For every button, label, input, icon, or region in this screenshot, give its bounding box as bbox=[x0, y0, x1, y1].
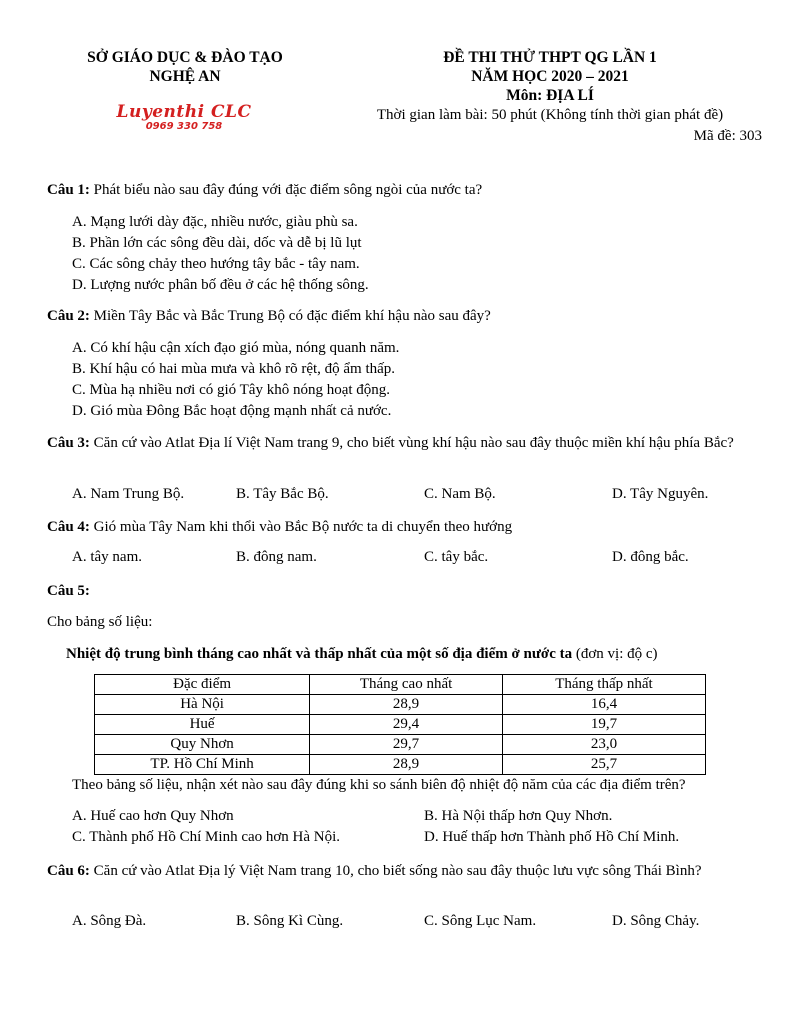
option-b[interactable]: B. Khí hậu có hai mùa mưa và khô rõ rệt, độ ẩm thấp. bbox=[72, 361, 396, 377]
table-row bbox=[95, 695, 706, 715]
table-row bbox=[95, 735, 706, 755]
option-a[interactable]: A. Nam Trung Bộ. bbox=[72, 486, 185, 502]
option-a[interactable]: A. Có khí hậu cận xích đạo gió mùa, nóng quanh năm. bbox=[72, 340, 400, 356]
option-d[interactable]: D. Gió mùa Đông Bắc hoạt động mạnh nhất cả nước. bbox=[72, 403, 392, 419]
table-header-row bbox=[95, 675, 706, 695]
option-b[interactable]: B. Hà Nội thấp hơn Quy Nhơn. bbox=[424, 808, 613, 824]
question-label: Câu 5: bbox=[47, 583, 90, 599]
option-b[interactable]: B. Sông Kì Cùng. bbox=[236, 913, 344, 929]
question-6 bbox=[47, 861, 760, 882]
option-d[interactable]: D. đông bắc. bbox=[612, 549, 689, 565]
table-cell: 28,9 bbox=[310, 755, 503, 775]
question-5 bbox=[47, 581, 760, 602]
question-text: Miền Tây Bắc và Bắc Trung Bộ có đặc điểm khí hậu nào sau đây? bbox=[89, 308, 491, 324]
option-a[interactable]: A. Mạng lưới dày đặc, nhiều nước, giàu phù sa. bbox=[72, 214, 358, 230]
question-5-options-row1 bbox=[72, 808, 762, 829]
logo-phone: 0969 330 758 bbox=[145, 121, 223, 132]
question-text: Phát biểu nào sau đây đúng với đặc điểm sông ngòi của nước ta? bbox=[89, 182, 483, 198]
question-5-intro: Cho bảng số liệu: bbox=[47, 614, 153, 630]
question-3-options bbox=[72, 486, 762, 507]
option-a[interactable]: A. Sông Đà. bbox=[72, 913, 147, 929]
question-label: Câu 1: bbox=[47, 182, 90, 198]
option-c[interactable]: C. Thành phố Hồ Chí Minh cao hơn Hà Nội. bbox=[72, 829, 341, 845]
header-right bbox=[340, 48, 760, 125]
subject: Môn: ĐỊA LÍ bbox=[506, 87, 594, 104]
logo bbox=[104, 104, 264, 133]
table-cell: Hà Nội bbox=[95, 695, 310, 715]
header-left bbox=[60, 48, 310, 86]
option-b[interactable]: B. đông nam. bbox=[236, 549, 317, 565]
option-a[interactable]: A. tây nam. bbox=[72, 549, 142, 565]
question-2 bbox=[47, 306, 760, 327]
option-d[interactable]: D. Huế thấp hơn Thành phố Hồ Chí Minh. bbox=[424, 829, 680, 845]
table-title-bold: Nhiệt độ trung bình tháng cao nhất và thấp nhất của một số địa điểm ở nước ta bbox=[66, 646, 573, 662]
table-header-cell: Tháng cao nhất bbox=[310, 675, 503, 695]
table-row bbox=[95, 715, 706, 735]
table-title-unit: (đơn vị: độ c) bbox=[572, 646, 658, 662]
table-header-cell: Tháng thấp nhất bbox=[502, 675, 705, 695]
question-label: Câu 3: bbox=[47, 435, 90, 451]
option-c[interactable]: C. Nam Bộ. bbox=[424, 486, 496, 502]
option-b[interactable]: B. Phần lớn các sông đều dài, dốc và dễ bị lũ lụt bbox=[72, 235, 362, 251]
option-d[interactable]: D. Sông Chảy. bbox=[612, 913, 700, 929]
department-name: SỞ GIÁO DỤC & ĐÀO TẠO bbox=[87, 49, 283, 66]
table-title bbox=[66, 646, 658, 663]
question-2-options bbox=[72, 338, 399, 422]
table-cell: 23,0 bbox=[502, 735, 705, 755]
table-cell: 29,7 bbox=[310, 735, 503, 755]
data-table bbox=[94, 674, 706, 775]
question-1-options bbox=[72, 212, 369, 296]
question-text: Gió mùa Tây Nam khi thổi vào Bắc Bộ nước ta di chuyển theo hướng bbox=[89, 519, 513, 535]
question-text: Căn cứ vào Atlat Địa lí Việt Nam trang 9, cho biết vùng khí hậu nào sau đây thuộc miền khí hậu phía Bắc? bbox=[89, 435, 734, 451]
table-cell: Huế bbox=[95, 715, 310, 735]
table-cell: TP. Hồ Chí Minh bbox=[95, 755, 310, 775]
question-text: Căn cứ vào Atlat Địa lý Việt Nam trang 10, cho biết sống nào sau đây thuộc lưu vực sông Thái Bình? bbox=[89, 863, 702, 879]
option-c[interactable]: C. Sông Lục Nam. bbox=[424, 913, 537, 929]
time-limit: Thời gian làm bài: 50 phút (Không tính thời gian phát đề) bbox=[376, 107, 724, 123]
question-5-options-row2 bbox=[72, 829, 762, 850]
question-4 bbox=[47, 517, 760, 538]
question-5-text: Theo bảng số liệu, nhận xét nào sau đây đúng khi so sánh biên độ nhiệt độ năm của các địa điểm trên? bbox=[72, 777, 686, 793]
option-d[interactable]: D. Tây Nguyên. bbox=[612, 486, 709, 502]
option-d[interactable]: D. Lượng nước phân bố đều ở các hệ thống sông. bbox=[72, 277, 369, 293]
table-cell: 28,9 bbox=[310, 695, 503, 715]
exam-code: Mã đề: 303 bbox=[693, 128, 762, 144]
exam-title: ĐỀ THI THỬ THPT QG LẦN 1 bbox=[443, 49, 657, 66]
question-3 bbox=[47, 433, 760, 454]
question-4-options bbox=[72, 549, 762, 570]
table-cell: 16,4 bbox=[502, 695, 705, 715]
table-cell: 25,7 bbox=[502, 755, 705, 775]
table-cell: Quy Nhơn bbox=[95, 735, 310, 755]
option-c[interactable]: C. tây bắc. bbox=[424, 549, 489, 565]
school-year: NĂM HỌC 2020 – 2021 bbox=[471, 68, 629, 85]
option-a[interactable]: A. Huế cao hơn Quy Nhơn bbox=[72, 808, 234, 824]
question-1 bbox=[47, 180, 760, 201]
option-b[interactable]: B. Tây Bắc Bộ. bbox=[236, 486, 329, 502]
logo-brand: Luyenthi CLC bbox=[116, 102, 252, 122]
option-c[interactable]: C. Mùa hạ nhiều nơi có gió Tây khô nóng hoạt động. bbox=[72, 382, 391, 398]
option-c[interactable]: C. Các sông chảy theo hướng tây bắc - tây nam. bbox=[72, 256, 360, 272]
table-header-cell: Đặc điểm bbox=[95, 675, 310, 695]
question-label: Câu 2: bbox=[47, 308, 90, 324]
table-cell: 29,4 bbox=[310, 715, 503, 735]
table-row bbox=[95, 755, 706, 775]
table-cell: 19,7 bbox=[502, 715, 705, 735]
province-name: NGHỆ AN bbox=[149, 68, 221, 85]
question-6-options bbox=[72, 913, 762, 934]
question-label: Câu 6: bbox=[47, 863, 90, 879]
question-label: Câu 4: bbox=[47, 519, 90, 535]
